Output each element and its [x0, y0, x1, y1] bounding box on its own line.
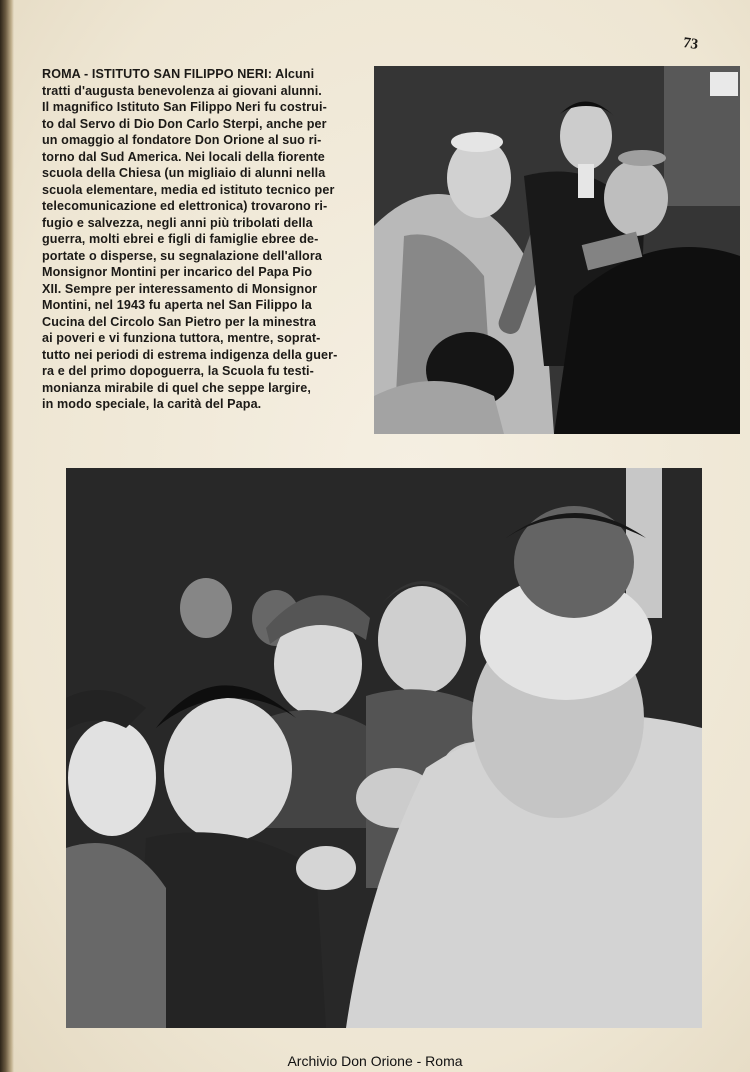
caption-line: un omaggio al fondatore Don Orione al suo ri-	[42, 133, 322, 147]
caption-line: ra e del primo dopoguerra, la Scuola fu testi-	[42, 364, 314, 378]
binding-spine	[0, 0, 14, 1072]
photo-pope-greeting-crowd	[66, 468, 702, 1028]
caption-line: guerra, molti ebrei e figli di famiglie ebree de-	[42, 232, 319, 246]
page-number: 73	[682, 35, 700, 53]
caption-line: to dal Servo di Dio Don Carlo Sterpi, anche per	[42, 116, 327, 131]
caption-line: XII. Sempre per interessamento di Monsignor	[42, 281, 318, 296]
caption-line: Il magnifico Istituto San Filippo Neri fu costrui-	[42, 100, 327, 114]
caption-line: scuola della Chiesa (un migliaio di alunni nella	[42, 166, 326, 180]
caption-line: fugio e salvezza, negli anni più tribolati della	[42, 215, 313, 230]
caption-line: Montini, nel 1943 fu aperta nel San Filippo la	[42, 298, 312, 312]
caption-line: tutto nei periodi di estrema indigenza della guer-	[42, 347, 338, 362]
archive-footer: Archivio Don Orione - Roma	[287, 1053, 463, 1069]
caption-line: torno dal Sud America. Nei locali della fiorente	[42, 149, 325, 164]
photo-caption	[42, 66, 352, 413]
caption-line: tratti d'augusta benevolenza ai giovani alunni.	[42, 83, 322, 98]
caption-line: monianza mirabile di quel che seppe largire,	[42, 380, 311, 395]
photo-top-illustration	[374, 66, 740, 434]
caption-line: Monsignor Montini per incarico del Papa Pio	[42, 265, 313, 279]
caption-line: portate o disperse, su segnalazione dell'allora	[42, 248, 322, 263]
caption-line: ROMA - ISTITUTO SAN FILIPPO NERI: Alcuni	[42, 67, 315, 81]
photo-bottom-illustration	[66, 468, 702, 1028]
photo-pope-with-students	[374, 66, 740, 434]
caption-line: scuola elementare, media ed istituto tecnico per	[42, 182, 335, 197]
caption-line: Cucina del Circolo San Pietro per la minestra	[42, 314, 316, 329]
caption-line: telecomunicazione ed elettronica) trovarono ri-	[42, 199, 328, 213]
caption-line: in modo speciale, la carità del Papa.	[42, 397, 262, 411]
caption-line: ai poveri e vi funziona tuttora, mentre, soprat-	[42, 331, 321, 345]
